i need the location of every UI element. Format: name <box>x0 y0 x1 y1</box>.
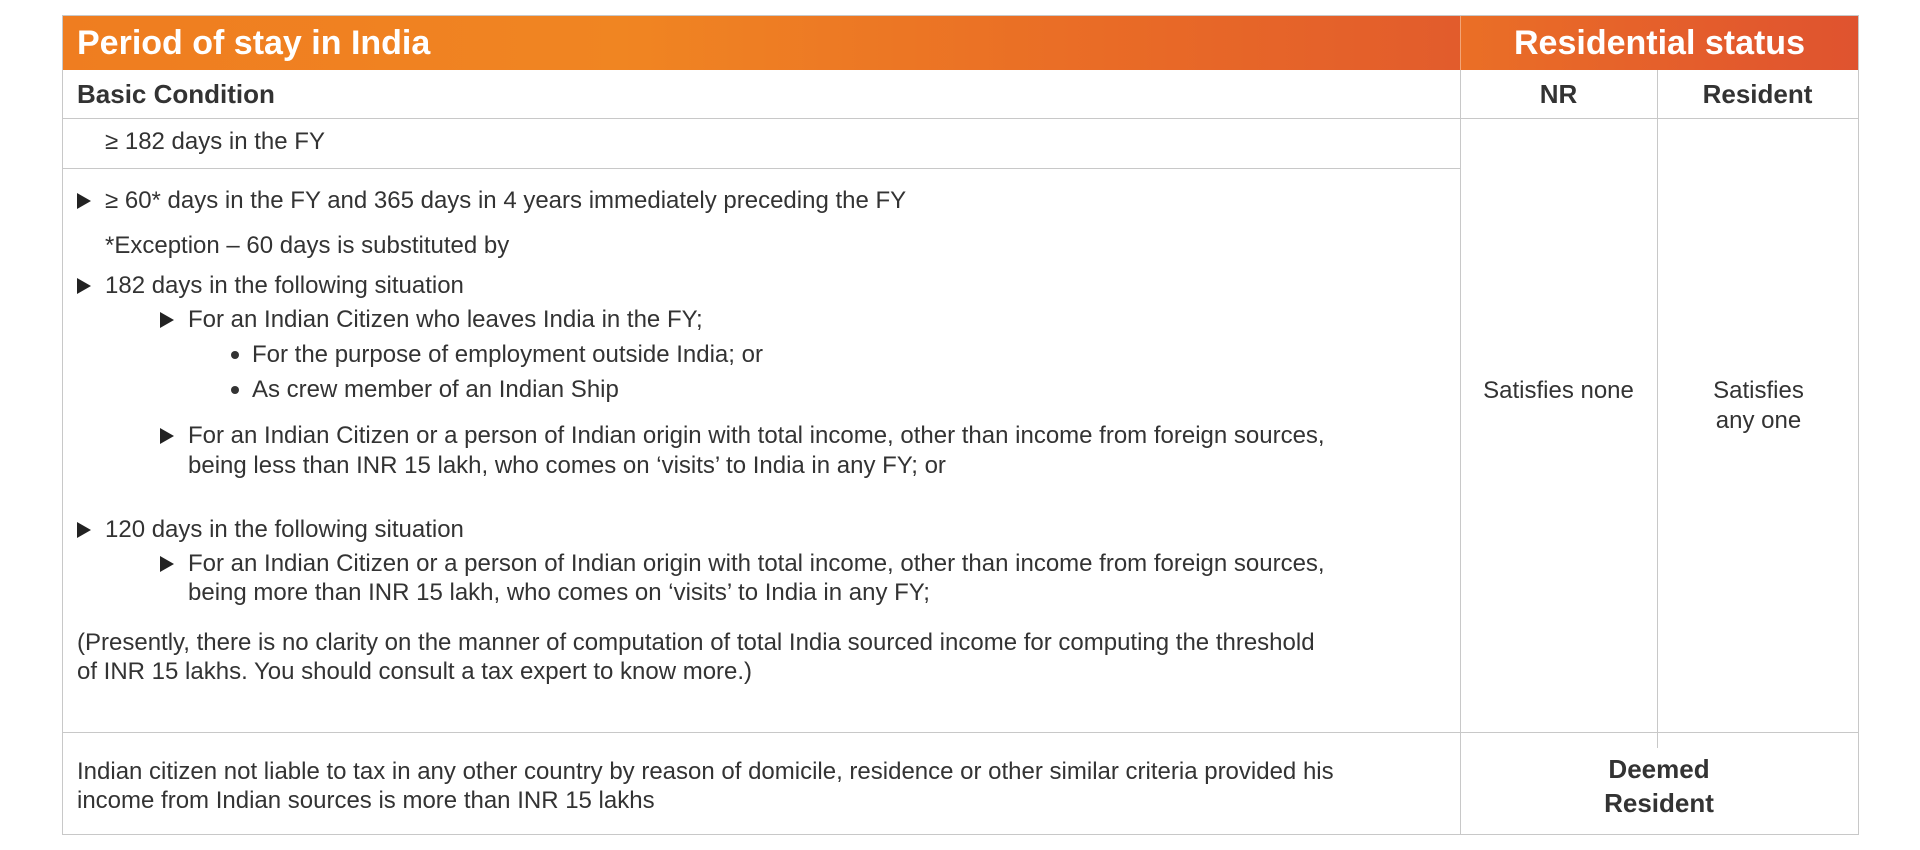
row2-note-line1: (Presently, there is no clarity on the manner of computation of total India sourced income for computing the threshold <box>77 629 1315 656</box>
deemed-resident-line1: Deemed <box>1608 754 1710 784</box>
subheader-nr: NR <box>1539 79 1578 109</box>
horizontal-divider-row1 <box>63 168 1460 169</box>
nr-status: Satisfies none <box>1483 377 1634 404</box>
subheader-resident: Resident <box>1702 79 1813 109</box>
triangle-bullet-icon <box>77 278 91 294</box>
triangle-bullet-icon <box>160 312 174 328</box>
row3-line2: income from Indian sources is more than INR 15 lakhs <box>77 787 655 814</box>
vertical-divider-main <box>1460 70 1461 835</box>
row2-note-line2: of INR 15 lakhs. You should consult a tax expert to know more.) <box>77 658 753 685</box>
row2-exception: *Exception – 60 days is substituted by <box>105 232 510 259</box>
triangle-bullet-icon <box>160 556 174 572</box>
row2-bullet1: For the purpose of employment outside India; or <box>252 341 763 368</box>
triangle-bullet-icon <box>77 193 91 209</box>
triangle-bullet-icon <box>160 428 174 444</box>
row2-sub2-line1: For an Indian Citizen or a person of Indian origin with total income, other than income from foreign sources, <box>188 422 1325 449</box>
subheader-basic-condition: Basic Condition <box>77 79 275 109</box>
row2-sub3-line1: For an Indian Citizen or a person of Indian origin with total income, other than income from foreign sources, <box>188 550 1325 577</box>
row2-sub1: For an Indian Citizen who leaves India in the FY; <box>188 306 703 333</box>
dot-bullet-icon <box>231 386 239 394</box>
header-period-of-stay: Period of stay in India <box>63 16 1460 70</box>
dot-bullet-icon <box>231 351 239 359</box>
row2-item1: ≥ 60* days in the FY and 365 days in 4 years immediately preceding the FY <box>105 187 907 214</box>
resident-status: Satisfies any one <box>1713 377 1804 434</box>
row3-line1: Indian citizen not liable to tax in any other country by reason of domicile, residence or other similar criteria provided his <box>77 758 1334 785</box>
row2-sub3-line2: being more than INR 15 lakh, who comes on ‘visits’ to India in any FY; <box>188 579 930 606</box>
triangle-bullet-icon <box>77 522 91 538</box>
vertical-divider-nr-resident <box>1657 70 1658 748</box>
horizontal-divider-row3 <box>63 732 1858 733</box>
row2-bullet2: As crew member of an Indian Ship <box>252 376 619 403</box>
row2-sub2-line2: being less than INR 15 lakh, who comes on ‘visits’ to India in any FY; or <box>188 452 946 479</box>
deemed-resident-line2: Resident <box>1604 788 1714 818</box>
horizontal-divider-subheader <box>63 118 1858 119</box>
residency-table <box>62 15 1859 835</box>
row1-condition: ≥ 182 days in the FY <box>105 128 325 155</box>
header-residential-status: Residential status <box>1460 16 1858 70</box>
row2-item2: 182 days in the following situation <box>105 272 464 299</box>
row2-item3: 120 days in the following situation <box>105 516 464 543</box>
